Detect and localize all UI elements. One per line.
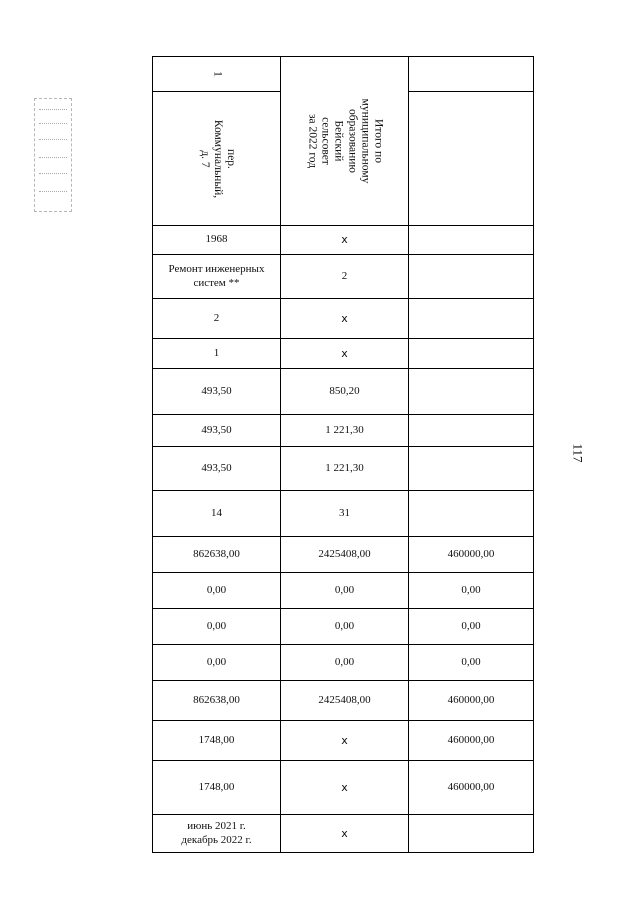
table-cell-col3: 0,00 — [409, 609, 534, 645]
table-cell-col1: 2 — [153, 299, 281, 339]
table-cell-col2: х — [281, 815, 409, 853]
table-cell-col3 — [409, 226, 534, 255]
table-row — [153, 226, 534, 255]
table-cell-col3 — [409, 339, 534, 369]
table-cell-col2: х — [281, 299, 409, 339]
header-cell-col1: пер. Коммунальный, д. 7 — [153, 92, 281, 226]
table-row — [153, 299, 534, 339]
table-cell-col3 — [409, 491, 534, 537]
page-number: 117 — [571, 443, 586, 463]
table-cell-col2: 0,00 — [281, 573, 409, 609]
table-cell-col1: 493,50 — [153, 369, 281, 415]
table-cell-col1: 493,50 — [153, 415, 281, 447]
table-cell-col3: 0,00 — [409, 573, 534, 609]
table-cell-col1: 493,50 — [153, 447, 281, 491]
table-row — [153, 447, 534, 491]
table-row — [153, 761, 534, 815]
table-cell-col3 — [409, 815, 534, 853]
table-cell-col2: 2425408,00 — [281, 537, 409, 573]
table-cell-col1: 0,00 — [153, 645, 281, 681]
table-cell-col3 — [409, 255, 534, 299]
table-row — [153, 609, 534, 645]
table-cell-col2: 31 — [281, 491, 409, 537]
table-cell-col1: 1748,00 — [153, 721, 281, 761]
table-cell-col2: х — [281, 721, 409, 761]
table-body — [153, 57, 534, 853]
table-row — [153, 369, 534, 415]
table-row — [153, 681, 534, 721]
table-cell-col2: 850,20 — [281, 369, 409, 415]
table-cell-col1: 0,00 — [153, 573, 281, 609]
table-row — [153, 573, 534, 609]
faint-stamp-mark — [34, 98, 72, 212]
table-cell-col3: 460000,00 — [409, 721, 534, 761]
table-cell-col1: 1748,00 — [153, 761, 281, 815]
data-table — [152, 56, 534, 853]
table-row — [153, 339, 534, 369]
table-cell-col3 — [409, 415, 534, 447]
header-cell-col3 — [409, 92, 534, 226]
table-cell-col1: июнь 2021 г. декабрь 2022 г. — [153, 815, 281, 853]
table-row — [153, 815, 534, 853]
table-cell-col2: 0,00 — [281, 645, 409, 681]
header-cell-col1-index: 1 — [153, 57, 281, 92]
table-row — [153, 255, 534, 299]
table-cell-col2: х — [281, 761, 409, 815]
table-cell-col3 — [409, 299, 534, 339]
table-row — [153, 721, 534, 761]
table-cell-col3: 0,00 — [409, 645, 534, 681]
table-row — [153, 645, 534, 681]
table-cell-col2: 2 — [281, 255, 409, 299]
table-cell-col1: Ремонт инженерных систем ** — [153, 255, 281, 299]
table-row — [153, 537, 534, 573]
table-cell-col3: 460000,00 — [409, 537, 534, 573]
table-cell-col1: 14 — [153, 491, 281, 537]
table-cell-col1: 862638,00 — [153, 681, 281, 721]
header-cell-col3-top — [409, 57, 534, 92]
table-cell-col3: 460000,00 — [409, 761, 534, 815]
table-cell-col2: х — [281, 226, 409, 255]
header-index-row — [153, 57, 534, 92]
table-cell-col3 — [409, 447, 534, 491]
table-cell-col2: 1 221,30 — [281, 415, 409, 447]
table-cell-col1: 1 — [153, 339, 281, 369]
table-cell-col1: 862638,00 — [153, 537, 281, 573]
table-row — [153, 415, 534, 447]
table-cell-col3: 460000,00 — [409, 681, 534, 721]
table-cell-col1: 1968 — [153, 226, 281, 255]
table-cell-col3 — [409, 369, 534, 415]
table-cell-col2: 0,00 — [281, 609, 409, 645]
table-cell-col1: 0,00 — [153, 609, 281, 645]
table-cell-col2: 2425408,00 — [281, 681, 409, 721]
table-cell-col2: х — [281, 339, 409, 369]
table-row — [153, 491, 534, 537]
header-cell-col2: Итого по муниципальному образованию Бейский сельсовет за 2022 год — [281, 57, 409, 226]
table-cell-col2: 1 221,30 — [281, 447, 409, 491]
